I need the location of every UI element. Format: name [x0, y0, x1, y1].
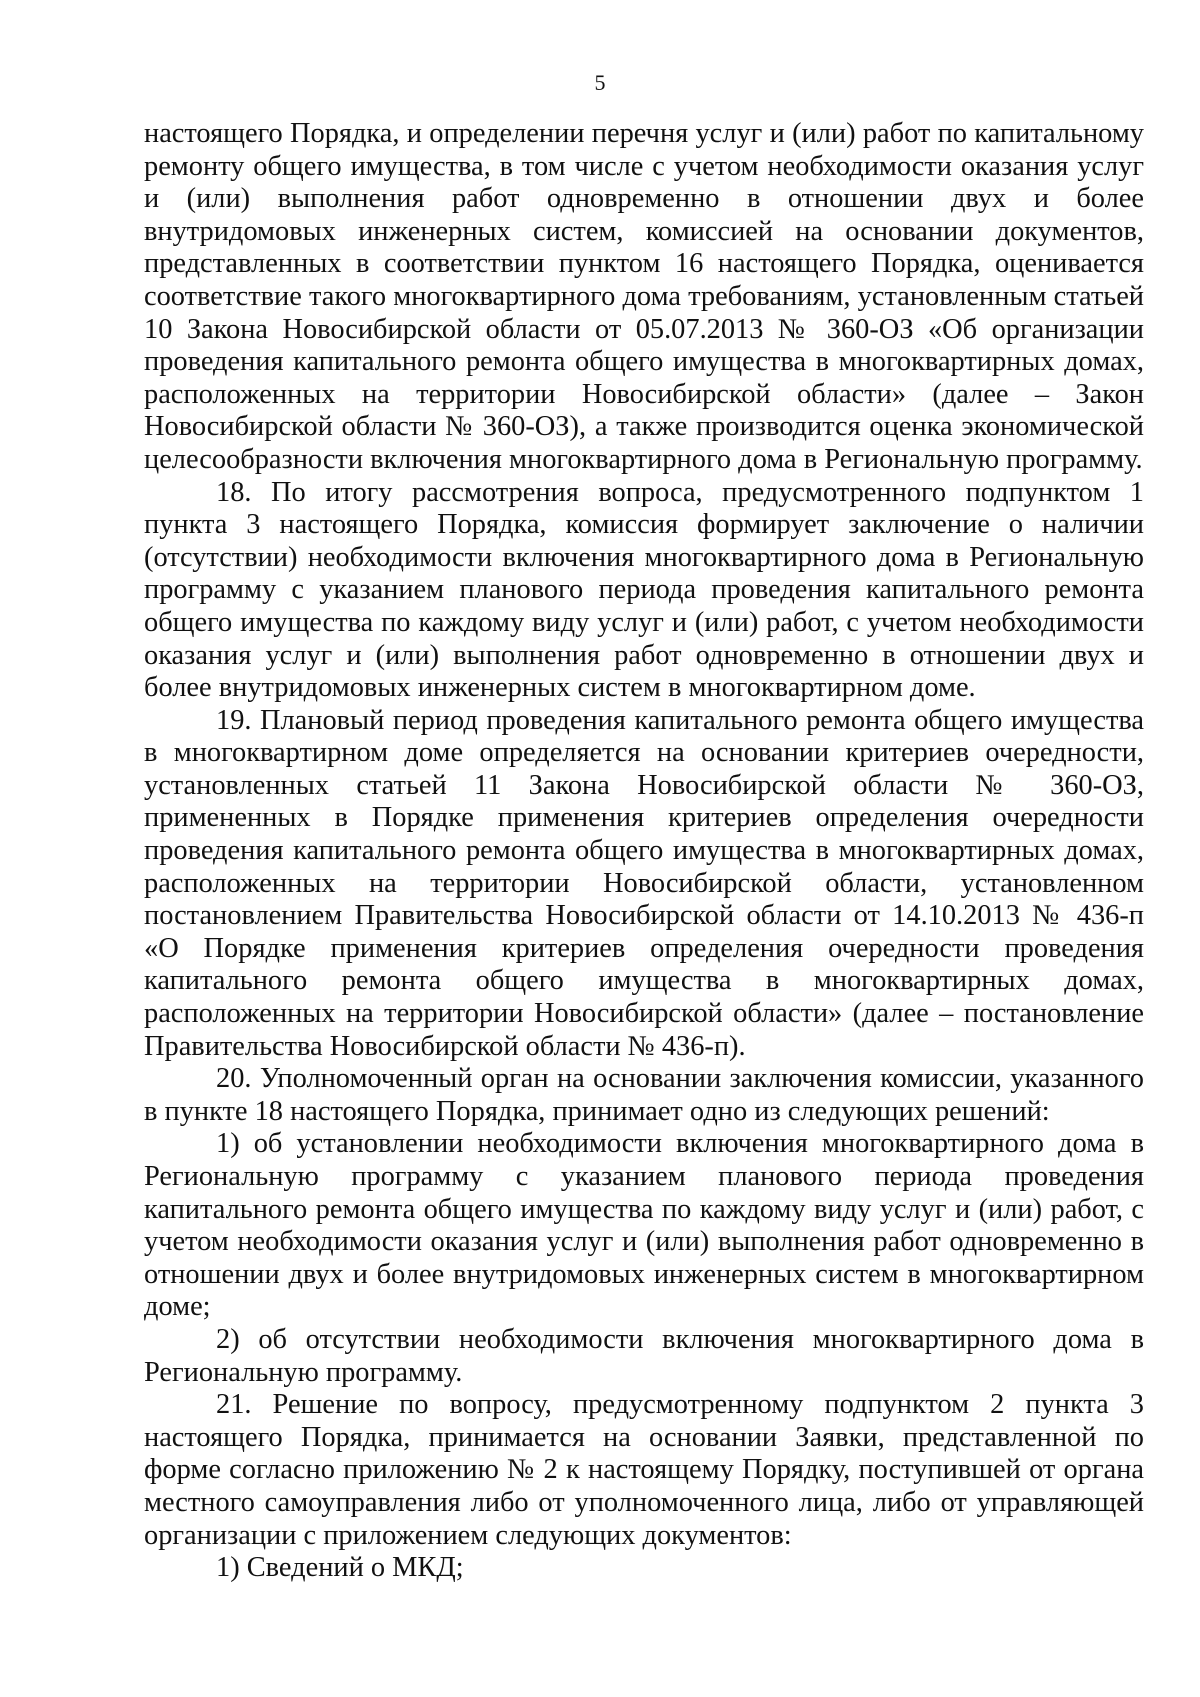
paragraph-20-item-1: 1) об установлении необходимости включения многоквартирного дома в Региональную программу с указанием планового периода проведения капитального ремонта общего имущества по каждому виду услуг и (или) работ, с учетом необходимости оказания услуг и (или) выполнения работ одновременно в отношении двух и более внутридомовых инженерных систем в многоквартирном доме; [144, 1128, 1144, 1323]
paragraph-21: 21. Решение по вопросу, предусмотренному подпунктом 2 пункта 3 настоящего Порядка, принимается на основании Заявки, представленной по форме согласно приложению № 2 к настоящему Порядку, поступившей от органа местного самоуправления либо от уполномоченного лица, либо от управляющей организации с приложением следующих документов: [144, 1389, 1144, 1551]
paragraph-20-item-2: 2) об отсутствии необходимости включения многоквартирного дома в Региональную программу. [144, 1323, 1144, 1388]
page-number: 5 [594, 70, 606, 95]
document-body [144, 118, 1144, 1585]
paragraph-20: 20. Уполномоченный орган на основании заключения комиссии, указанного в пункте 18 настоящего Порядка, принимает одно из следующих решений: [144, 1063, 1144, 1127]
paragraph-19: 19. Плановый период проведения капитального ремонта общего имущества в многоквартирном доме определяется на основании критериев очередности, установленных статьей 11 Закона Новосибирской области № 360-ОЗ, примененных в Порядке применения критериев определения очередности проведения капитального ремонта общего имущества в многоквартирных домах, расположенных на территории Новосибирской области, установленном постановлением Правительства Новосибирской области от 14.10.2013 № 436-п «О Порядке применения критериев определения очередности проведения капитального ремонта общего имущества в многоквартирных домах, расположенных на территории Новосибирской области» (далее – постановление Правительства Новосибирской области № 436-п). [144, 704, 1144, 1062]
paragraph-18: 18. По итогу рассмотрения вопроса, предусмотренного подпунктом 1 пункта 3 настоящего Порядка, комиссия формирует заключение о наличии (отсутствии) необходимости включения многоквартирного дома в Региональную программу с указанием планового периода проведения капитального ремонта общего имущества по каждому виду услуг и (или) работ, с учетом необходимости оказания услуг и (или) выполнения работ одновременно в отношении двух и более внутридомовых инженерных систем в многоквартирном доме. [144, 476, 1144, 704]
paragraph-17-continuation: настоящего Порядка, и определении перечня услуг и (или) работ по капитальному ремонту общего имущества, в том числе с учетом необходимости оказания услуг и (или) выполнения работ одновременно в отношении двух и более внутридомовых инженерных систем, комиссией на основании документов, представленных в соответствии пунктом 16 настоящего Порядка, оценивается соответствие такого многоквартирного дома требованиям, установленным статьей 10 Закона Новосибирской области от 05.07.2013 № 360-ОЗ «Об организации проведения капитального ремонта общего имущества в многоквартирных домах, расположенных на территории Новосибирской области» (далее – Закон Новосибирской области № 360-ОЗ), а также производится оценка экономической целесообразности включения многоквартирного дома в Региональную программу. [144, 118, 1144, 475]
paragraph-21-item-1: 1) Сведений о МКД; [216, 1552, 464, 1584]
